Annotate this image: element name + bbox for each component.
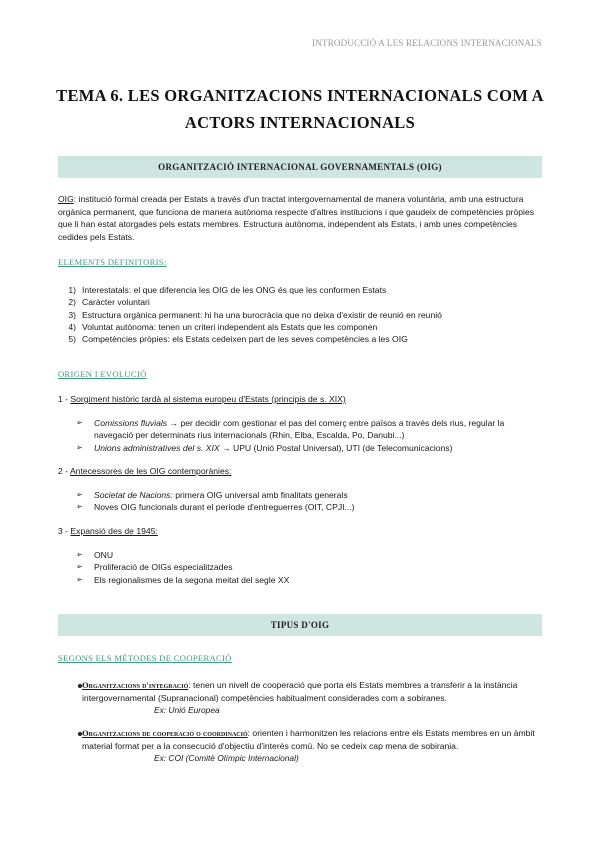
list-item: 2) Caràcter voluntari: [68, 297, 150, 308]
arrow-bullet-icon: ➢: [76, 490, 83, 499]
bullet-dot-icon: [78, 732, 82, 736]
list-item: ➢ Unions administratives del s. XIX → UPU (Unió Postal Universal), UTI (de Telecomunicacions): [76, 442, 453, 453]
definition-text: : institució formal creada per Estats a través d'un tractat intergovernamental de manera voluntària, amb una estructura orgànica permanent, que funciona de manera autònoma respecte d'altres institucions i que gaudeix de competències pròpies que li han estat atorgades pels estats membres. Estructura autònoma, independent als Estats, i amb unes competències cedides pels Estats.: [58, 194, 535, 242]
title-line-2: ACTORS INTERNACIONALS: [184, 113, 416, 132]
types-list-2: [58, 727, 542, 765]
arrow-bullet-icon: ➢: [76, 574, 83, 584]
origin-1-heading: 1 - Sorgiment històric tardà al sistema europeu d'Estats (principis de s. XIX): [58, 394, 346, 404]
elements-heading: ELEMENTS DEFINITORIS:: [58, 257, 167, 267]
list-item: 3) Estructura orgànica permanent: hi ha una burocràcia que no deixa d'existir de reunió en reunió: [68, 309, 442, 320]
bullet-dot-icon: [78, 684, 82, 688]
list-item: ➢ Els regionalismes de la segona meitat del segle XX: [76, 574, 290, 585]
origin-3-heading: 3 - Expansió des de 1945:: [58, 526, 158, 536]
elements-list: [58, 284, 542, 345]
arrow-bullet-icon: ➢: [76, 550, 83, 559]
section-band-types: TIPUS D'OIG: [58, 614, 542, 636]
page-title: [40, 82, 560, 136]
origin-1-list: [76, 417, 542, 454]
section-band-oig: ORGANITZACIÓ INTERNACIONAL GOVERNAMENTALS (OIG): [58, 156, 542, 178]
list-item: ➢ Societat de Nacions: primera OIG universal amb finalitats generals: [76, 490, 348, 500]
example: Ex: COI (Comitè Olímpic Internacional): [154, 753, 299, 764]
list-item: 5) Competències pròpies: els Estats cedeixen part de les seves competències a les OIG: [68, 334, 408, 345]
coop-heading: SEGONS ELS MÈTODES DE COOPERACIÓ: [58, 653, 232, 663]
definition-term: OIG: [58, 194, 74, 204]
arrow-bullet-icon: ➢: [76, 418, 83, 427]
title-line-1: TEMA 6. LES ORGANITZACIONS INTERNACIONALS COM A: [56, 86, 544, 105]
arrow-bullet-icon: ➢: [76, 502, 83, 512]
oig-definition: [58, 193, 542, 243]
list-item: 1) Interestatals: el que diferencia les OIG de les ONG és que les conformen Estats: [68, 285, 387, 295]
list-item: 4) Voluntat autònoma: tenen un criteri independent als Estats que les componen: [68, 321, 378, 332]
origin-2-list: [76, 489, 542, 514]
origin-2-heading: 2 - Antecessores de les OIG contemporànies:: [58, 466, 232, 476]
arrow-bullet-icon: ➢: [76, 442, 83, 452]
list-item: Organitzacions d'integració: tenen un nivell de cooperació que porta els Estats membres a transferir a la instància intergovernamental (Supranacional) competències habitualment considerades com a sobiranes. Ex: Unió Europea: [58, 679, 542, 717]
example: Ex: Unió Europea: [154, 705, 220, 716]
list-item: ➢ Comissions fluvials → per decidir com gestionar el pas del comerç entre països a través dels rius, regular la navegació per determinats rius internacionals (Rhin, Elba, Escalda, Po, Danubi...): [76, 418, 505, 441]
list-item: ➢ Noves OIG funcionals durant el període d'entreguerres (OIT, CPJI...): [76, 502, 355, 513]
list-item: Organitzacions de cooperació o coordinació: orienten i harmonitzen les relacions entre els Estats membres en un àmbit material format per a la consecució d'objectiu d'interès comú. No se cedeix cap mena de sobirania. Ex: COI (Comitè Olímpic Internacional): [58, 727, 542, 765]
types-list-1: [58, 679, 542, 717]
list-item: ➢ ONU: [76, 550, 114, 560]
arrow-bullet-icon: ➢: [76, 562, 83, 572]
running-header: INTRODUCCIÓ A LES RELACIONS INTERNACIONALS: [312, 38, 542, 48]
origin-3-list: [76, 549, 542, 586]
list-item: ➢ Proliferació de OIGs especialitzades: [76, 562, 233, 573]
origin-heading: ORIGEN I EVOLUCIÓ: [58, 369, 147, 379]
